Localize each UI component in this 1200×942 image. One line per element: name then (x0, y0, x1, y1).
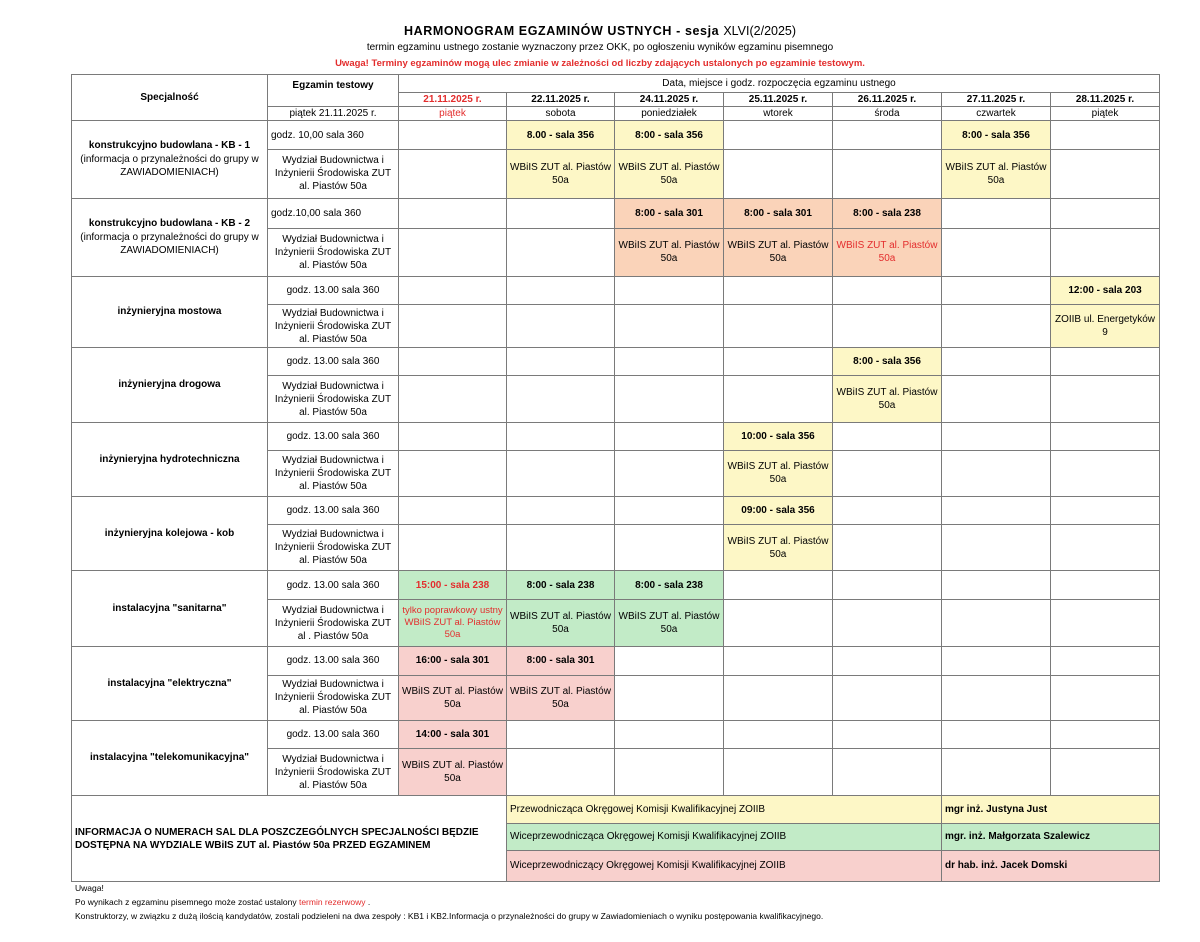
test-time-cell: godz. 13.00 sala 360 (268, 276, 399, 304)
exam-place-cell: WBiIS ZUT al. Piastów 50a (615, 600, 724, 646)
specialty-cell: inżynieryjna drogowa (72, 348, 268, 422)
date-cell: 21.11.2025 r. (399, 93, 507, 107)
footer-note-title: Uwaga! (75, 883, 104, 893)
test-place-cell: Wydział Budownictwa i Inżynierii Środowiska ZUT al. Piastów 50a (268, 749, 399, 796)
weekday-cell: czwartek (942, 107, 1051, 121)
table-row (72, 348, 1160, 376)
exam-time-cell: 12:00 - sala 203 (1051, 276, 1160, 304)
exam-time-cell: 8:00 - sala 301 (507, 646, 615, 675)
date-cell: 26.11.2025 r. (833, 93, 942, 107)
document-title (0, 24, 1200, 38)
weekday-cell: piątek (399, 107, 507, 121)
specialty-name: konstrukcyjno budowlana - KB - 1 (88, 140, 251, 152)
test-place-cell: Wydział Budownictwa i Inżynierii Środowiska ZUT al. Piastów 50a (268, 450, 399, 496)
exam-time-cell: 8:00 - sala 238 (507, 571, 615, 600)
specialty-cell (72, 198, 268, 276)
table-row (72, 646, 1160, 675)
exam-time-cell: 8:00 - sala 356 (942, 121, 1051, 150)
document-subtitle: termin egzaminu ustnego zostanie wyznaczony przez OKK, po ogłoszeniu wyników egzaminu pisemnego (366, 42, 834, 53)
table-row (72, 796, 1160, 823)
specialty-name: konstrukcyjno budowlana - KB - 2 (88, 218, 251, 230)
exam-place-cell: WBiIS ZUT al. Piastów 50a (724, 450, 833, 496)
exam-time-cell: 8:00 - sala 301 (724, 198, 833, 228)
exam-time-cell: 8:00 - sala 301 (615, 198, 724, 228)
test-place-cell: Wydział Budownictwa i Inżynierii Środowiska ZUT al. Piastów 50a (268, 675, 399, 720)
weekday-cell: wtorek (724, 107, 833, 121)
test-time-cell: godz. 10,00 sala 360 (268, 121, 399, 150)
test-time-cell: godz. 13.00 sala 360 (268, 348, 399, 376)
date-cell: 25.11.2025 r. (724, 93, 833, 107)
footer-text: . (365, 897, 371, 907)
date-cell: 24.11.2025 r. (615, 93, 724, 107)
exam-place-cell: WBiIS ZUT al. Piastów 50a (942, 150, 1051, 198)
commission-role: Wiceprzewodniczący Okręgowej Komisji Kwalifikacyjnej ZOIIB (507, 850, 942, 881)
specialty-cell: inżynieryjna hydrotechniczna (72, 422, 268, 496)
exam-place-cell: WBiIS ZUT al. Piastów 50a (399, 675, 507, 720)
test-time-cell: godz. 13.00 sala 360 (268, 721, 399, 749)
exam-time-cell: 16:00 - sala 301 (399, 646, 507, 675)
table-row (72, 422, 1160, 450)
exam-time-cell: 8:00 - sala 238 (615, 571, 724, 600)
specialty-note: (informacja o przynależności do grupy w ZAWIADOMIENIACH) (80, 231, 259, 257)
test-time-cell: godz. 13.00 sala 360 (268, 646, 399, 675)
test-place-cell: Wydział Budownictwa i Inżynierii Środowiska ZUT al. Piastów 50a (268, 150, 399, 198)
exam-place-cell: WBiIS ZUT al. Piastów 50a (615, 150, 724, 198)
commission-role: Wiceprzewodnicząca Okręgowej Komisji Kwalifikacyjnej ZOIIB (507, 823, 942, 850)
weekday-cell: środa (833, 107, 942, 121)
specialty-cell (72, 121, 268, 198)
warning-text: Uwaga! Terminy egzaminów mogą ulec zmianie w zależności od liczby zdających ustalonych po egzaminie testowym. (335, 58, 865, 69)
exam-time-cell: 14:00 - sala 301 (399, 721, 507, 749)
test-time-cell: godz.10,00 sala 360 (268, 198, 399, 228)
exam-time-cell: 8.00 - sala 356 (507, 121, 615, 150)
table-row (72, 721, 1160, 749)
exam-time-cell: 8:00 - sala 238 (833, 198, 942, 228)
commission-name: mgr inż. Justyna Just (942, 796, 1160, 823)
footer-note-groups: Konstruktorzy, w związku z dużą ilością kandydatów, zostali podzieleni na dwa zespoły : KB1 i KB2.Informacja o przynależności do grupy w Zawiadomieniach o wyniku postępowania kwalifikacyjnego. (75, 911, 824, 921)
exam-place-cell: WBiIS ZUT al. Piastów 50a (399, 749, 507, 796)
commission-role: Przewodnicząca Okręgowej Komisji Kwalifikacyjnej ZOIIB (507, 796, 942, 823)
specialty-cell: instalacyjna "elektryczna" (72, 646, 268, 720)
exam-place-cell: WBiIS ZUT al. Piastów 50a (833, 228, 942, 276)
exam-place-cell: WBiIS ZUT al. Piastów 50a (724, 525, 833, 571)
exam-place-cell: WBiIS ZUT al. Piastów 50a (833, 376, 942, 422)
date-cell: 27.11.2025 r. (942, 93, 1051, 107)
exam-time-cell: 09:00 - sala 356 (724, 496, 833, 524)
exam-place-cell: WBiIS ZUT al. Piastów 50a (507, 150, 615, 198)
weekday-cell: poniedziałek (615, 107, 724, 121)
specialty-cell: instalacyjna "sanitarna" (72, 571, 268, 646)
exam-time-cell: 8:00 - sala 356 (615, 121, 724, 150)
test-place-cell: Wydział Budownictwa i Inżynierii Środowiska ZUT al. Piastów 50a (268, 305, 399, 348)
exam-place-cell: WBiIS ZUT al. Piastów 50a (507, 600, 615, 646)
date-cell: 28.11.2025 r. (1051, 93, 1160, 107)
info-note: INFORMACJA O NUMERACH SAL DLA POSZCZEGÓLNYCH SPECJALNOŚCI BĘDZIE DOSTĘPNA NA WYDZIALE WBiIS ZUT al. Piastów 50a PRZED EGZAMINEM (72, 796, 507, 882)
test-place-cell: Wydział Budownictwa i Inżynierii Środowiska ZUT al . Piastów 50a (268, 600, 399, 646)
footer-highlight: termin rezerwowy (298, 897, 366, 907)
test-place-cell: Wydział Budownictwa i Inżynierii Środowiska ZUT al. Piastów 50a (268, 525, 399, 571)
test-place-cell: Wydział Budownictwa i Inżynierii Środowiska ZUT al. Piastów 50a (268, 376, 399, 422)
table-row (72, 496, 1160, 524)
table-row (72, 571, 1160, 600)
col-header-specialty: Specjalność (72, 75, 268, 121)
commission-name: dr hab. inż. Jacek Domski (942, 850, 1160, 881)
exam-place-cell: WBiIS ZUT al. Piastów 50a (615, 228, 724, 276)
exam-place-cell: tylko poprawkowy ustny WBiIS ZUT al. Piastów 50a (399, 600, 507, 646)
col-header-oral: Data, miejsce i godz. rozpoczęcia egzaminu ustnego (399, 75, 1160, 93)
footer-text: Po wynikach z egzaminu pisemnego może zostać ustalony (75, 897, 299, 907)
weekday-cell: sobota (507, 107, 615, 121)
exam-place-cell: ZOIIB ul. Energetyków 9 (1051, 305, 1160, 348)
footer-note-reserve (75, 897, 370, 907)
table-row (72, 121, 1160, 150)
col-header-test: Egzamin testowy (268, 75, 399, 107)
table-row (72, 276, 1160, 304)
test-place-cell: Wydział Budownictwa i Inżynierii Środowiska ZUT al. Piastów 50a (268, 228, 399, 276)
exam-time-cell: 8:00 - sala 356 (833, 348, 942, 376)
table-row (72, 198, 1160, 228)
schedule-table (71, 74, 1160, 882)
date-cell: 22.11.2025 r. (507, 93, 615, 107)
title-main: HARMONOGRAM EGZAMINÓW USTNYCH - sesja (403, 24, 720, 38)
test-time-cell: godz. 13.00 sala 360 (268, 571, 399, 600)
specialty-cell: inżynieryjna kolejowa - kob (72, 496, 268, 570)
exam-time-cell: 10:00 - sala 356 (724, 422, 833, 450)
specialty-cell: instalacyjna "telekomunikacyjna" (72, 721, 268, 796)
session-number: XLVI(2/2025) (723, 24, 797, 38)
test-time-cell: godz. 13.00 sala 360 (268, 422, 399, 450)
commission-name: mgr. inż. Małgorzata Szalewicz (942, 823, 1160, 850)
exam-time-cell: 15:00 - sala 238 (399, 571, 507, 600)
specialty-cell: inżynieryjna mostowa (72, 276, 268, 347)
exam-place-cell: WBiIS ZUT al. Piastów 50a (724, 228, 833, 276)
specialty-note: (informacja o przynależności do grupy w ZAWIADOMIENIACH) (80, 153, 259, 179)
test-time-cell: godz. 13.00 sala 360 (268, 496, 399, 524)
exam-place-cell: WBiIS ZUT al. Piastów 50a (507, 675, 615, 720)
weekday-cell: piątek (1051, 107, 1160, 121)
col-header-test-date: piątek 21.11.2025 r. (268, 107, 399, 121)
